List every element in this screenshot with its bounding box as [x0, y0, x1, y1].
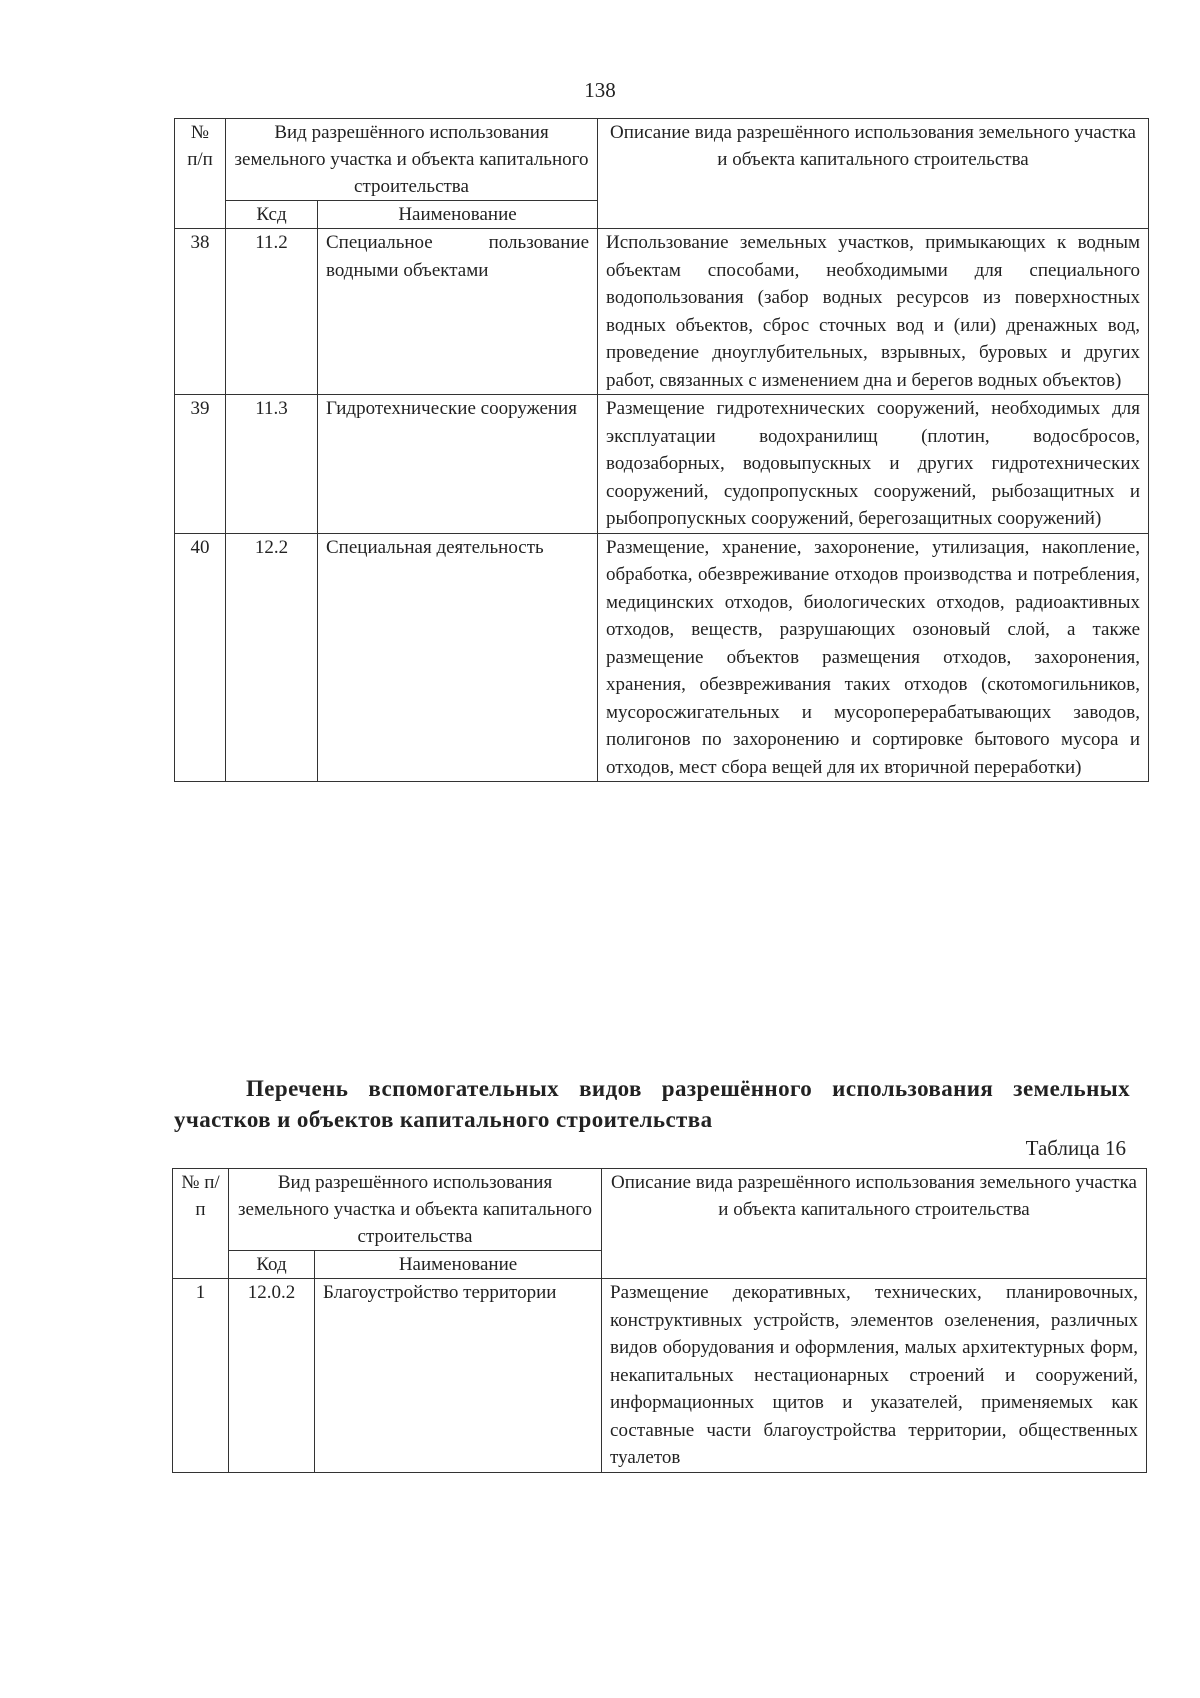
header-num: № п/п [173, 1169, 229, 1279]
row-description: Размещение гидротехнических сооружений, необходимых для эксплуатации водохранилищ (плотин, водосбросов, водозаборных, водовыпускных и других гидротехнических сооружений, судопропускных сооружений, рыбозащитных и рыбопропускных сооружений, берегозащитных сооружений) [598, 395, 1149, 534]
row-code: 12.0.2 [229, 1279, 315, 1473]
header-code: Код [229, 1251, 315, 1279]
row-name: Специальное пользование водными объектами [318, 229, 598, 395]
header-code: Ксд [226, 201, 318, 229]
table-label: Таблица 16 [1025, 1136, 1126, 1160]
table-row [175, 395, 1149, 534]
page-number: 138 [584, 78, 616, 102]
land-use-table-main [174, 118, 1149, 782]
header-name: Наименование [318, 201, 598, 229]
row-num: 40 [175, 533, 226, 782]
row-description: Размещение декоративных, технических, планировочных, конструктивных устройств, элементов озеленения, различных видов оборудования и оформления, малых архитектурных форм, некапитальных нестационарных строений и сооружений, информационных щитов и указателей, применяемых как составные части благоустройства территории, общественных туалетов [602, 1279, 1147, 1473]
row-num: 38 [175, 229, 226, 395]
header-name: Наименование [315, 1251, 602, 1279]
row-name: Благоустройство территории [315, 1279, 602, 1473]
section-heading: Перечень вспомогательных видов разрешённого использования земельных участков и объектов капитального строительства [174, 1076, 1130, 1132]
row-name: Гидротехнические сооружения [318, 395, 598, 534]
table-row [175, 229, 1149, 395]
row-num: 1 [173, 1279, 229, 1473]
header-num: № п/п [175, 119, 226, 229]
header-use-type: Вид разрешённого использования земельного участка и объекта капитального строительства [229, 1169, 602, 1251]
row-code: 12.2 [226, 533, 318, 782]
table-header-row [173, 1169, 1147, 1251]
table-row [175, 533, 1149, 782]
row-description: Размещение, хранение, захоронение, утилизация, накопление, обработка, обезвреживание отходов производства и потребления, медицинских отходов, биологических отходов, радиоактивных отходов, веществ, разрушающих озоновый слой, а также размещение объектов размещения отходов, захоронения, хранения, обезвреживания таких отходов (скотомогильников, мусоросжигательных и мусороперерабатывающих заводов, полигонов по захоронению и сортировке бытового мусора и отходов, мест сбора вещей для их вторичной переработки) [598, 533, 1149, 782]
row-num: 39 [175, 395, 226, 534]
table-row [173, 1279, 1147, 1473]
header-description: Описание вида разрешённого использования земельного участка и объекта капитального строительства [598, 119, 1149, 229]
row-name: Специальная деятельность [318, 533, 598, 782]
header-description: Описание вида разрешённого использования земельного участка и объекта капитального строительства [602, 1169, 1147, 1279]
row-description: Использование земельных участков, примыкающих к водным объектам способами, необходимыми для специального водопользования (забор водных ресурсов из поверхностных водных объектов, сброс сточных вод и (или) дренажных вод, проведение дноуглубительных, взрывных, буровых и других работ, связанных с изменением дна и берегов водных объектов) [598, 229, 1149, 395]
row-code: 11.3 [226, 395, 318, 534]
land-use-table-auxiliary [172, 1168, 1147, 1473]
row-code: 11.2 [226, 229, 318, 395]
header-use-type: Вид разрешённого использования земельного участка и объекта капитального строительства [226, 119, 598, 201]
table-header-row [175, 119, 1149, 201]
